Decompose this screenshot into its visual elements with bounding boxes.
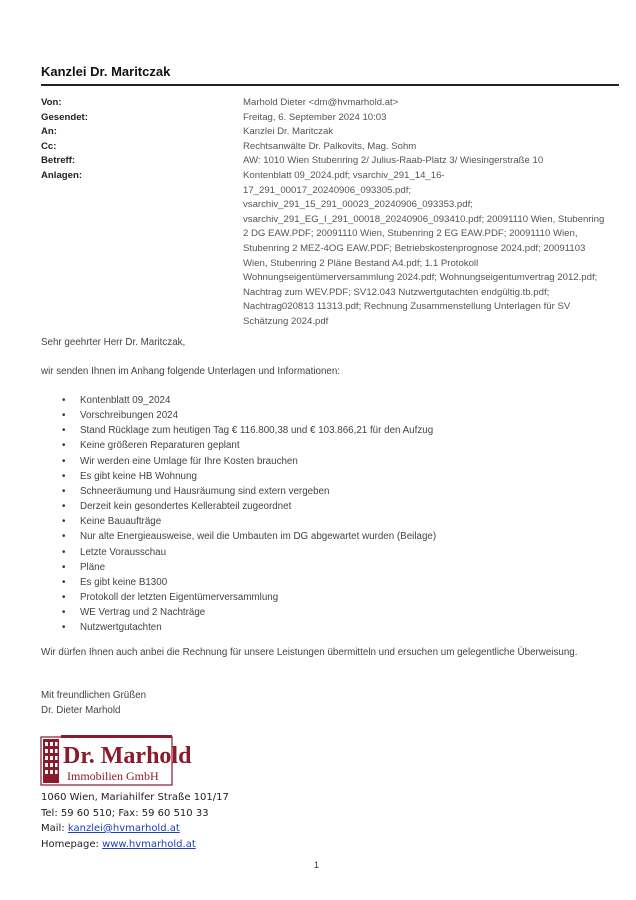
logo-text-name: Dr. Marhold — [63, 743, 192, 769]
header-key: Von: — [41, 97, 62, 108]
list-item: • Pläne — [62, 560, 436, 575]
contact-address: 1060 Wien, Mariahilfer Straße 101/17 — [41, 792, 229, 803]
header-value: Kanzlei Dr. Maritczak — [243, 126, 334, 138]
list-item: • Letzte Vorausschau — [62, 545, 436, 560]
email-header — [41, 96, 611, 330]
header-row-cc — [41, 140, 611, 155]
list-item: • Keine größeren Reparaturen geplant — [62, 438, 436, 453]
header-row-from — [41, 96, 611, 111]
company-logo — [41, 735, 192, 787]
header-divider — [41, 84, 619, 86]
header-row-attachments — [41, 169, 611, 330]
header-key: An: — [41, 126, 57, 138]
page-number: 1 — [314, 860, 320, 870]
information-list — [62, 393, 436, 636]
contact-phone: Tel: 59 60 510; Fax: 59 60 510 33 — [41, 807, 209, 819]
list-item: • Vorschreibungen 2024 — [62, 408, 436, 423]
list-item: • Protokoll der letzten Eigentümerversammlung — [62, 590, 436, 605]
header-key: Anlagen: — [41, 169, 83, 181]
header-key: Betreff: — [41, 155, 76, 167]
mail-label: Mail: — [41, 823, 65, 834]
contact-block — [41, 790, 229, 852]
signature-name: Dr. Dieter Marhold — [41, 705, 121, 716]
contact-mail-row — [41, 821, 229, 837]
list-item: • WE Vertrag und 2 Nachträge — [62, 605, 436, 620]
logo-top-bar — [61, 735, 172, 738]
header-row-to — [41, 125, 611, 140]
header-value: Freitag, 6. September 2024 10:03 — [243, 111, 387, 123]
list-item: • Kontenblatt 09_2024 — [62, 393, 436, 408]
list-item: • Derzeit kein gesondertes Kellerabteil zugeordnet — [62, 499, 436, 514]
sender-organization: Kanzlei Dr. Maritczak — [41, 64, 171, 79]
greeting: Sehr geehrter Herr Dr. Maritczak, — [41, 337, 186, 348]
header-row-sent — [41, 111, 611, 126]
header-value: AW: 1010 Wien Stubenring 2/ Julius-Raab-Platz 3/ Wiesingerstraße 10 — [243, 155, 544, 167]
list-item: • Schneeräumung und Hausräumung sind extern vergeben — [62, 484, 436, 499]
attachments-list: Kontenblatt 09_2024.pdf; vsarchiv_291_14_16-17_291_00017_20240906_093305.pdf; vsarchiv_291_15_291_00023_20240906_093353.pdf; vsarchiv_291_EG_I_291_00018_20240906_093410.pdf; 20091110 Wien, Stubenring 2 DG EAW.PDF; 20091110 Wien, Stubenring 2 EG EAW.PDF; 20091110 Wien, Stubenring 2 MEZ-4OG EAW.PDF; Betriebskostenprognose 2024.pdf; 20091103 Wien, Stubenring 2 Pläne Bestand A4.pdf; 1.1 Protokoll Wohnungseigentümerversammlung 2024.pdf; Wohnungseigentumvertrag 2012.pdf; Nachtrag zum WEV.PDF; SV12.043 Nutzwertgutachten endgültig.tb.pdf; Nachtrag020813 11313.pdf; Rechnung Zusammenstellung Unterlagen für SV Schätzung 2024.pdf — [243, 169, 605, 327]
header-key: Gesendet: — [41, 111, 88, 123]
logo-text-company: Immobilien GmbH — [67, 769, 159, 783]
header-value: Rechtsanwälte Dr. Palkovits, Mag. Sohm — [243, 140, 417, 152]
list-item: • Es gibt keine B1300 — [62, 575, 436, 590]
mail-link[interactable]: kanzlei@hvmarhold.at — [67, 823, 180, 834]
homepage-link[interactable]: www.hvmarhold.at — [102, 838, 196, 850]
intro-text: wir senden Ihnen im Anhang folgende Unterlagen und Informationen: — [41, 366, 341, 377]
list-item: • Nur alte Energieausweise, weil die Umbauten im DG abgewartet wurden (Beilage) — [62, 529, 436, 544]
contact-homepage-row — [41, 837, 229, 853]
regards: Mit freundlichen Grüßen — [41, 690, 147, 701]
list-item: • Wir werden eine Umlage für Ihre Kosten brauchen — [62, 454, 436, 469]
header-key: Cc: — [41, 140, 57, 152]
list-item: • Es gibt keine HB Wohnung — [62, 469, 436, 484]
header-row-subject — [41, 154, 611, 169]
closing-paragraph: Wir dürfen Ihnen auch anbei die Rechnung für unsere Leistungen übermitteln und ersuchen um gelegentliche Überweisung. — [41, 647, 578, 658]
header-value: Marhold Dieter <dm@hvmarhold.at> — [243, 97, 399, 108]
homepage-label: Homepage: — [41, 838, 99, 850]
list-item: • Keine Bauaufträge — [62, 514, 436, 529]
list-item: • Nutzwertgutachten — [62, 620, 436, 635]
list-item: • Stand Rücklage zum heutigen Tag € 116.800,38 und € 103.866,21 für den Aufzug — [62, 423, 436, 438]
